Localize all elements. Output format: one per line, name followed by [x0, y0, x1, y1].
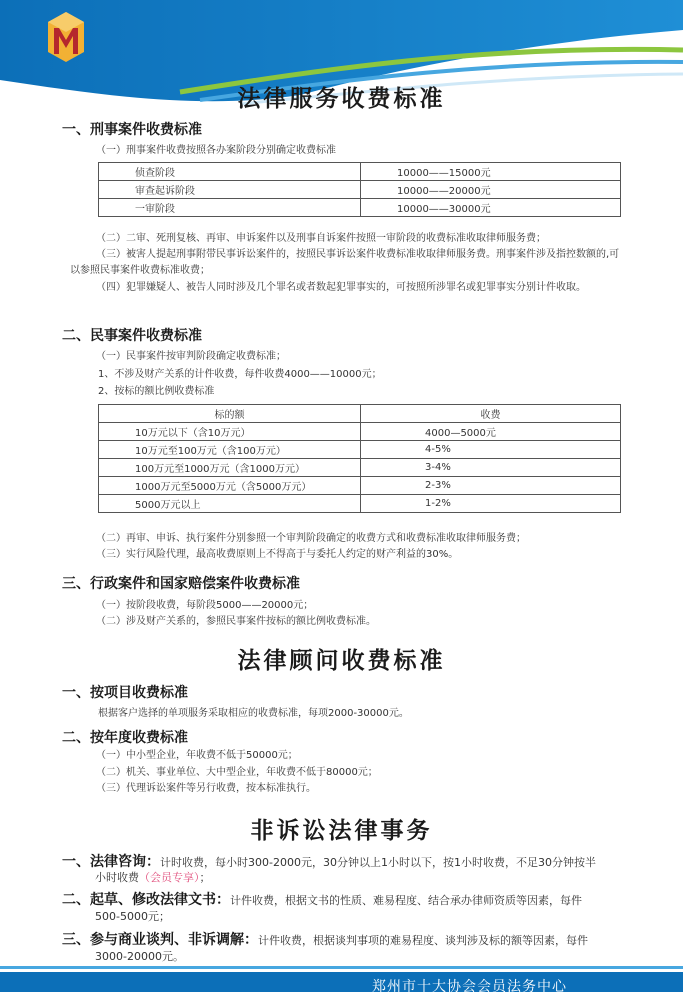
- table-row: [99, 163, 621, 181]
- negotiation-item-cont: [95, 948, 184, 964]
- table-header-cell: 收费: [361, 405, 621, 423]
- page-title: 法律服务收费标准: [237, 85, 446, 112]
- civil-fee-heading: 二、民事案件收费标准: [62, 328, 202, 344]
- table-cell: 100万元至1000万元（含1000万元）: [99, 459, 361, 477]
- table-cell: 1-2%: [361, 495, 621, 513]
- negotiation-text: 计件收费，根据谈判事项的难易程度、谈判涉及标的额等因素，每件: [258, 934, 588, 947]
- admin-fee-heading: 三、行政案件和国家赔偿案件收费标准: [62, 576, 300, 592]
- table-cell: 10000——30000元: [361, 199, 621, 217]
- brand-logo: [46, 10, 86, 70]
- project-fee-heading: 一、按项目收费标准: [62, 685, 188, 701]
- table-cell: 5000万元以上: [99, 495, 361, 513]
- admin-fee-para-1: （一）按阶段收费，每阶段5000——20000元；: [96, 600, 314, 611]
- table-row: [99, 495, 621, 513]
- table-header-row: [99, 405, 621, 423]
- table-row: [99, 459, 621, 477]
- table-row: [99, 423, 621, 441]
- criminal-fee-para-3: （三）被害人提起刑事附带民事诉讼案件的，按照民事诉讼案件收费标准收取律师服务费。刑事案件涉及指控数额的,可以参照民事案件收费标准收费；: [70, 249, 620, 276]
- table-row: [99, 477, 621, 495]
- negotiation-heading: 三、参与商业谈判、非诉调解：: [62, 932, 258, 948]
- footer-org-name: 郑州市十大协会会员法务中心: [372, 979, 567, 995]
- annual-fee-para-3: （三）代理诉讼案件等另行收费，按本标准执行。: [96, 783, 316, 794]
- table-cell: 审查起诉阶段: [99, 181, 361, 199]
- consult-text: 计时收费，每小时300-2000元，30分钟以上1小时以下，按1小时收费，不足30分钟按半: [160, 856, 596, 869]
- civil-fee-intro-1: （一）民事案件按审判阶段确定收费标准；: [96, 351, 286, 362]
- table-cell: 一审阶段: [99, 199, 361, 217]
- civil-fee-para-2: （二）再审、申诉、执行案件分别参照一个审判阶段确定的收费方式和收费标准收取律师服务费；: [96, 533, 526, 544]
- negotiation-item: [62, 929, 588, 949]
- table-cell: 10000——20000元: [361, 181, 621, 199]
- civil-fee-para-3: （三）实行风险代理，最高收费原则上不得高于与委托人约定的财产利益的30%。: [96, 549, 459, 560]
- civil-fee-intro-2: 1、不涉及财产关系的计件收费，每件收费4000——10000元；: [98, 369, 382, 380]
- table-cell: 1000万元至5000万元（含5000万元）: [99, 477, 361, 495]
- civil-fee-intro-3: 2、按标的额比例收费标准: [98, 386, 215, 397]
- section-title-counsel: 法律顾问收费标准: [237, 647, 446, 674]
- member-badge: （会员专享）: [139, 871, 200, 884]
- drafting-item-cont: [95, 908, 170, 924]
- drafting-text-2: 500-5000元；: [95, 910, 170, 923]
- section-title-nonlitigation: 非诉讼法律事务: [250, 817, 433, 844]
- footer-band: [0, 966, 683, 992]
- criminal-fee-heading: 一、刑事案件收费标准: [62, 122, 202, 138]
- consult-item: [62, 851, 596, 871]
- negotiation-text-2: 3000-20000元。: [95, 950, 184, 963]
- criminal-fee-intro: （一）刑事案件收费按照各办案阶段分别确定收费标准: [96, 145, 336, 156]
- table-cell: 10000——15000元: [361, 163, 621, 181]
- table-cell: 10万元以下（含10万元）: [99, 423, 361, 441]
- admin-fee-para-2: （二）涉及财产关系的，参照民事案件按标的额比例收费标准。: [96, 616, 376, 627]
- annual-fee-heading: 二、按年度收费标准: [62, 730, 188, 746]
- table-cell: 10万元至100万元（含100万元）: [99, 441, 361, 459]
- drafting-heading: 二、起草、修改法律文书：: [62, 892, 230, 908]
- consult-tail: ；: [199, 871, 211, 884]
- project-fee-para: 根据客户选择的单项服务采取相应的收费标准，每项2000-30000元。: [98, 708, 409, 719]
- table-cell: 3-4%: [361, 459, 621, 477]
- criminal-fee-para-2: （二）二审、死刑复核、再审、申诉案件以及刑事自诉案件按照一审阶段的收费标准收取律师服务费；: [96, 233, 546, 244]
- criminal-fee-para-4: （四）犯罪嫌疑人、被告人同时涉及几个罪名或者数起犯罪事实的，可按照所涉罪名或犯罪事实分别计件收取。: [96, 282, 586, 293]
- table-row: [99, 199, 621, 217]
- annual-fee-para-1: （一）中小型企业，年收费不低于50000元；: [96, 750, 298, 761]
- table-cell: 4000—5000元: [361, 423, 621, 441]
- consult-text-2: 小时收费: [95, 871, 139, 884]
- drafting-item: [62, 889, 582, 909]
- table-row: [99, 181, 621, 199]
- table-row: [99, 441, 621, 459]
- table-cell: 4-5%: [361, 441, 621, 459]
- annual-fee-para-2: （二）机关、事业单位、大中型企业，年收费不低于80000元；: [96, 767, 378, 778]
- consult-heading: 一、法律咨询：: [62, 854, 160, 870]
- consult-item-cont: [95, 869, 211, 885]
- table-cell: 侦查阶段: [99, 163, 361, 181]
- drafting-text: 计件收费，根据文书的性质、难易程度、结合承办律师资质等因素，每件: [230, 894, 582, 907]
- civil-fee-table: [98, 404, 621, 513]
- table-cell: 2-3%: [361, 477, 621, 495]
- table-header-cell: 标的额: [99, 405, 361, 423]
- criminal-fee-table: [98, 162, 621, 217]
